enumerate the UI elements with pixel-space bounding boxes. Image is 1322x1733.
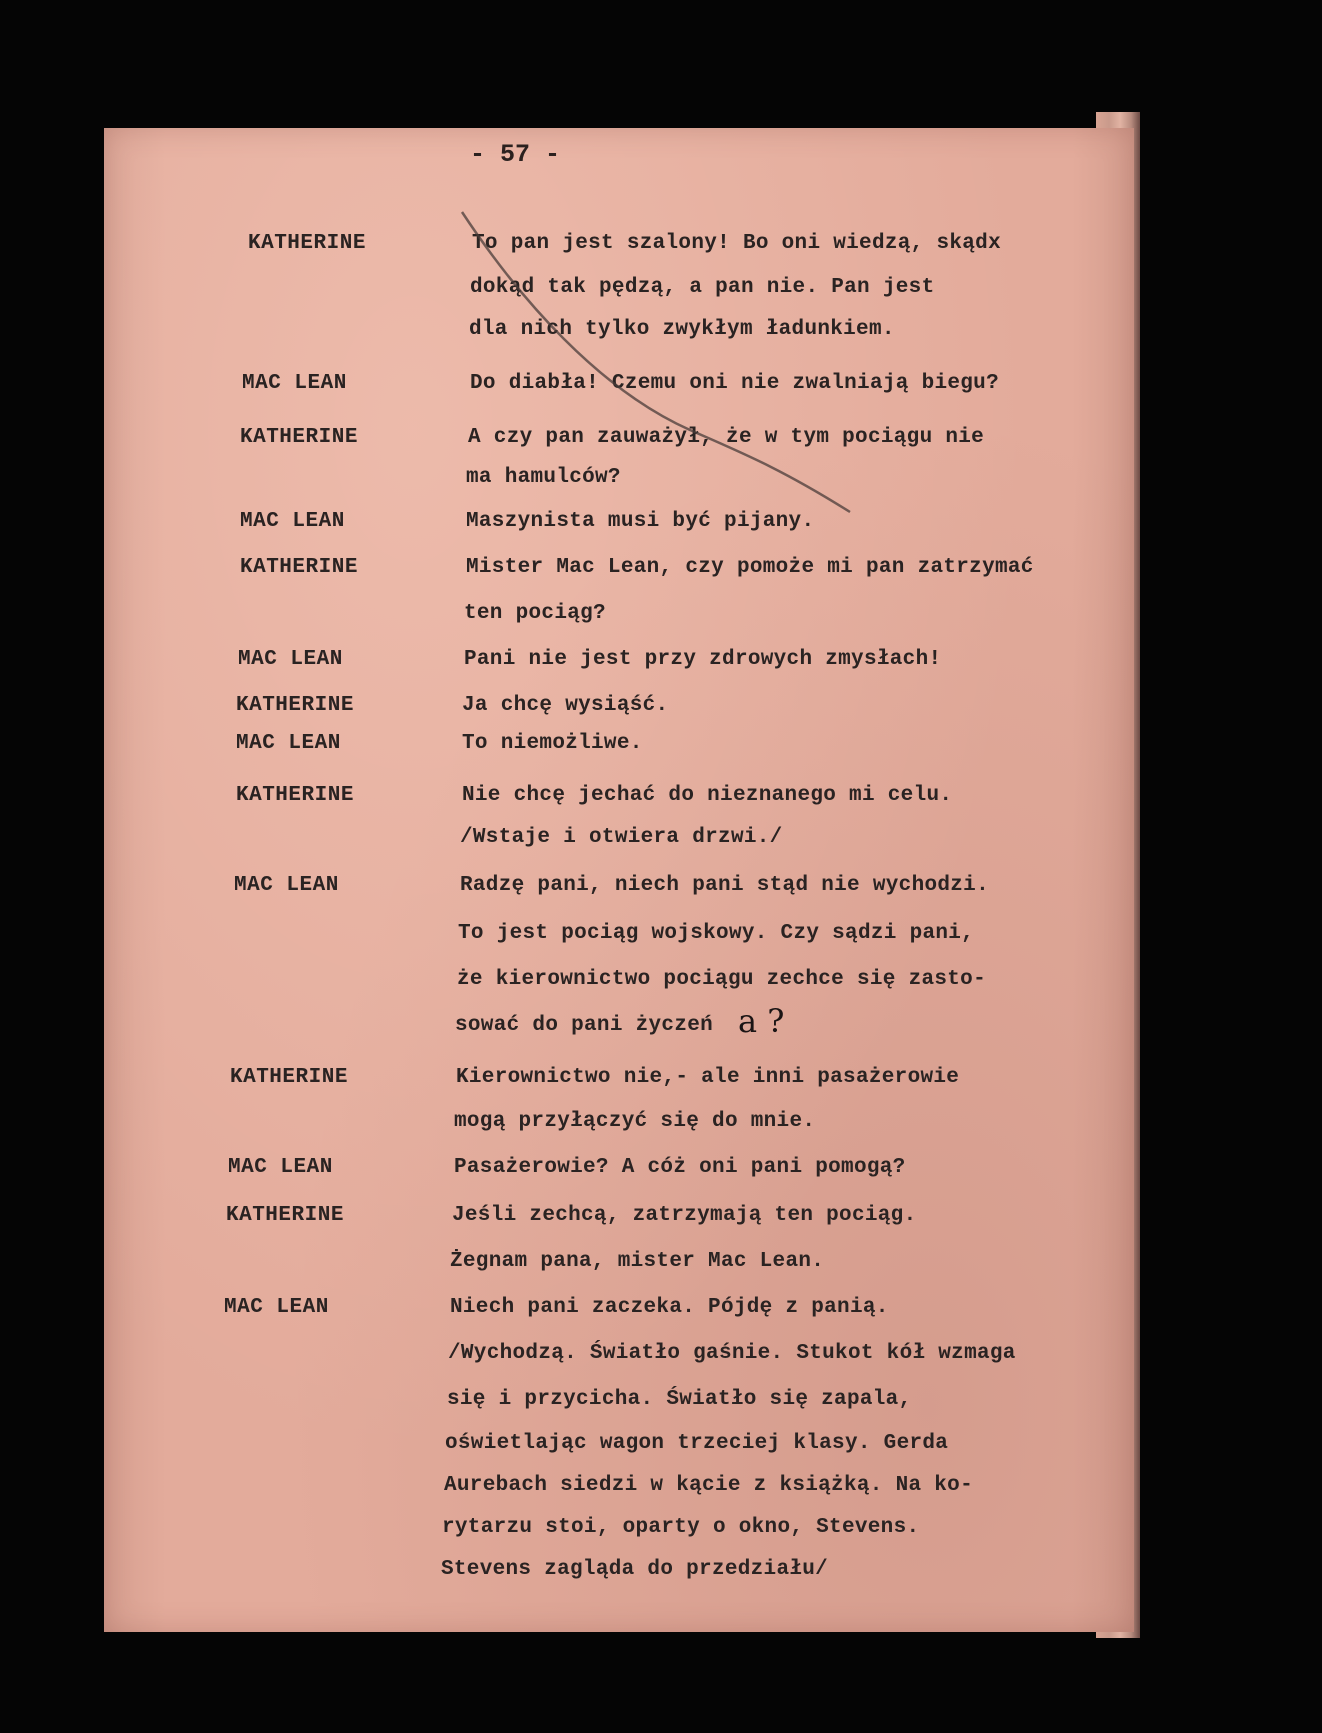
dialogue-line: Niech pani zaczeka. Pójdę z panią. <box>450 1296 889 1319</box>
dialogue-line: ma hamulców? <box>466 466 621 489</box>
handwritten-note: a ? <box>738 1002 785 1040</box>
speaker-name: KATHERINE <box>236 694 354 717</box>
dialogue-line: Aurebach siedzi w kącie z książką. Na ko- <box>444 1474 973 1497</box>
speaker-name: MAC LEAN <box>242 372 347 395</box>
speaker-name: KATHERINE <box>240 426 358 449</box>
dialogue-line: ten pociąg? <box>464 602 606 625</box>
dialogue-line: Ja chcę wysiąść. <box>462 694 669 717</box>
dialogue-line: się i przycicha. Światło się zapala, <box>447 1388 912 1411</box>
dialogue-line: że kierownictwo pociągu zechce się zasto- <box>457 968 986 991</box>
speaker-name: MAC LEAN <box>228 1156 333 1179</box>
speaker-name: KATHERINE <box>236 784 354 807</box>
speaker-name: KATHERINE <box>226 1204 344 1227</box>
speaker-name: MAC LEAN <box>240 510 345 533</box>
dialogue-line: Jeśli zechcą, zatrzymają ten pociąg. <box>452 1204 917 1227</box>
dialogue-line: Żegnam pana, mister Mac Lean. <box>450 1250 825 1273</box>
dialogue-line: sować do pani życzeń <box>455 1014 714 1037</box>
speaker-name: MAC LEAN <box>236 732 341 755</box>
dialogue-line: Pasażerowie? A cóż oni pani pomogą? <box>454 1156 906 1179</box>
dialogue-line: mogą przyłączyć się do mnie. <box>454 1110 816 1133</box>
page-number: - 57 - <box>470 140 561 169</box>
dialogue-line: Do diabła! Czemu oni nie zwalniają biegu? <box>470 372 999 395</box>
dialogue-line: To pan jest szalony! Bo oni wiedzą, skądx <box>472 232 1001 255</box>
dialogue-line: A czy pan zauważył, że w tym pociągu nie <box>468 426 985 449</box>
dialogue-line: dokąd tak pędzą, a pan nie. Pan jest <box>470 276 935 299</box>
dialogue-line: /Wstaje i otwiera drzwi./ <box>460 826 783 849</box>
speaker-name: MAC LEAN <box>238 648 343 671</box>
speaker-name: KATHERINE <box>248 232 366 255</box>
dialogue-line: Kierownictwo nie,- ale inni pasażerowie <box>456 1066 960 1089</box>
speaker-name: MAC LEAN <box>224 1296 329 1319</box>
dialogue-line: To jest pociąg wojskowy. Czy sądzi pani, <box>458 922 975 945</box>
dialogue-line: rytarzu stoi, oparty o okno, Stevens. <box>442 1516 920 1539</box>
dialogue-line: /Wychodzą. Światło gaśnie. Stukot kół wzmaga <box>448 1342 1016 1365</box>
dialogue-line: To niemożliwe. <box>462 732 643 755</box>
speaker-name: KATHERINE <box>240 556 358 579</box>
dialogue-line: Stevens zagląda do przedziału/ <box>441 1558 829 1581</box>
dialogue-line: oświetlając wagon trzeciej klasy. Gerda <box>445 1432 949 1455</box>
dialogue-line: Nie chcę jechać do nieznanego mi celu. <box>462 784 953 807</box>
speaker-name: MAC LEAN <box>234 874 339 897</box>
speaker-name: KATHERINE <box>230 1066 348 1089</box>
dialogue-line: Maszynista musi być pijany. <box>466 510 815 533</box>
dialogue-line: dla nich tylko zwykłym ładunkiem. <box>469 318 895 341</box>
dialogue-line: Pani nie jest przy zdrowych zmysłach! <box>464 648 942 671</box>
dialogue-line: Radzę pani, niech pani stąd nie wychodzi. <box>460 874 989 897</box>
dialogue-line: Mister Mac Lean, czy pomoże mi pan zatrzymać <box>466 556 1034 579</box>
